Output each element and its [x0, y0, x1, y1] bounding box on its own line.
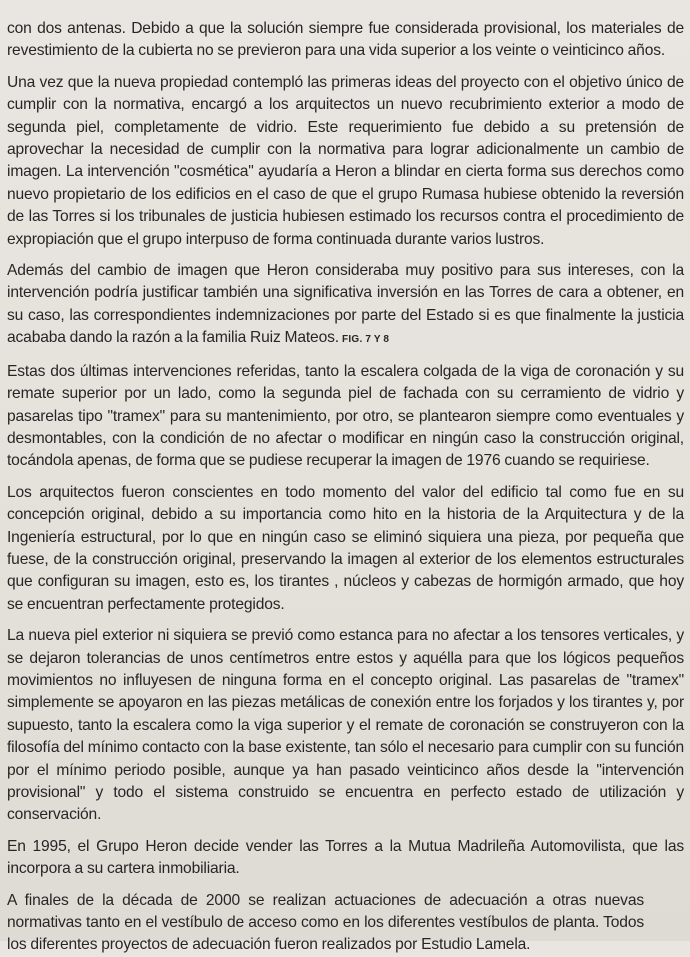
- paragraph-3-text: Además del cambio de imagen que Heron consideraba muy positivo para sus intereses, con la intervención podría justificar también una significativa inversión en las Torres de cara a obtener, en su caso, las correspondientes indemnizaciones por parte del Estado si es que finalmente la justicia acababa dando la razón a la familia Ruiz Mateos.: [7, 262, 684, 347]
- figure-reference: FIG. 7 Y 8: [341, 334, 390, 346]
- paragraph-2: Una vez que la nueva propiedad contempló las primeras ideas del proyecto con el objetivo único de cumplir con la normativa, encargó a los arquitectos un nuevo recubrimiento exterior a modo de segunda piel, completamente de vidrio. Este requerimiento fue debido a su pretensión de aprovechar la necesidad de cumplir con la normativa para lograr adicionalmente un cambio de imagen. La intervención "cosmética" ayudaría a Heron a blindar en cierta forma sus derechos como nuevo propietario de los edificios en el caso de que el grupo Rumasa hubiese obtenido la reversión de las Torres si los tribunales de justicia hubiesen estimado los recursos contra el procedimiento de expropiación que el grupo interpuso de forma continuada durante varios lustros.: [7, 73, 684, 248]
- paragraph-4: Estas dos últimas intervenciones referidas, tanto la escalera colgada de la viga de coronación y su remate superior por un lado, como la segunda piel de fachada con su cerramiento de vidrio y pasarelas tipo "tramex" para su mantenimiento, por otro, se plantearon siempre como eventuales y desmontables, con la condición de no afectar o modificar en ningún caso la construcción original, tocándola apenas, de forma que se pudiese recuperar la imagen de 1976 cuando se requiriese.: [7, 362, 684, 470]
- paragraph-6: La nueva piel exterior ni siquiera se previó como estanca para no afectar a los tensores verticales, y se dejaron tolerancias de unos centímetros entre estos y aquélla para que los lógicos pequeños movimientos no influyesen de ninguna forma en el concepto original. Las pasarelas de "tramex" simplemente se apoyaron en las piezas metálicas de conexión entre los forjados y los tirantes y, por supuesto, tanto la escalera como la viga superior y el remate de coronación se construyeron con la filosofía del mínimo contacto con la base existente, tan sólo el necesario para cumplir con su función por el mínimo periodo posible, aunque ya han pasado veinticinco años desde la "intervención provisional" y todo el sistema construido se encuentra en perfecto estado de utilización y conservación.: [7, 627, 684, 824]
- paragraph-7: En 1995, el Grupo Heron decide vender las Torres a la Mutua Madrileña Automovilista, que las incorpora a su cartera inmobiliaria.: [7, 837, 684, 878]
- paragraph-3: [7, 260, 684, 352]
- paragraph-8: A finales de la década de 2000 se realizan actuaciones de adecuación a otras nuevas normativas tanto en el vestíbulo de acceso como en los diferentes vestíbulos de planta. Todos los diferentes proyectos de adecuación fueron realizados por Estudio Lamela.: [7, 891, 644, 954]
- paragraph-5: Los arquitectos fueron conscientes en todo momento del valor del edificio tal como fue en su concepción original, debido a su importancia como hito en la historia de la Arquitectura y de la Ingeniería estructural, por lo que en ningún caso se eliminó siquiera una pieza, por pequeña que fuese, de la construcción original, preservando la imagen al exterior de los elementos estructurales que configuran su imagen, esto es, los tirantes , núcleos y cabezas de hormigón armado, que hoy se encuentran perfectamente protegidos.: [7, 483, 684, 613]
- paragraph-1: con dos antenas. Debido a que la solución siempre fue considerada provisional, los materiales de revestimiento de la cubierta no se previeron para una vida superior a los veinte o veinticinco años.: [7, 20, 684, 60]
